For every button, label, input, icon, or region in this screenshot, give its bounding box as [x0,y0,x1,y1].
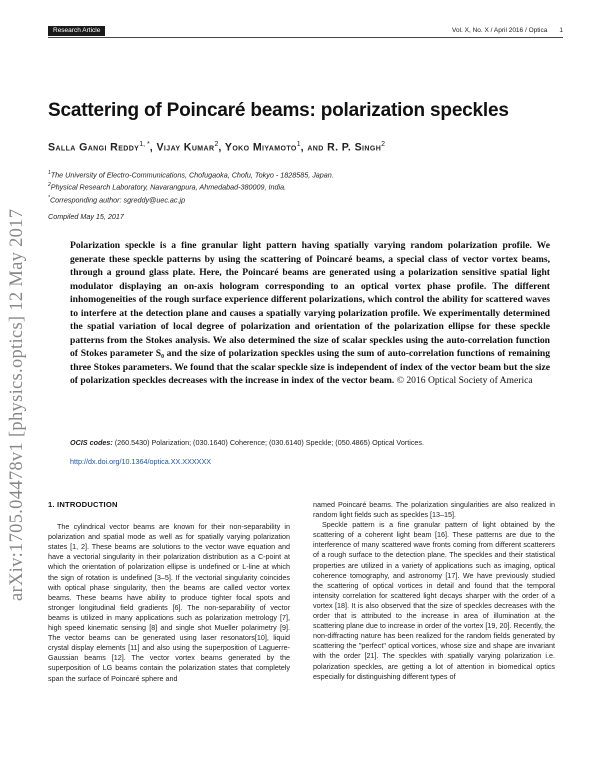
affiliation-line [48,180,563,192]
author-list [48,141,563,154]
author-affil-mark: 1, * [139,141,150,148]
affiliation-text: Corresponding author: sgreddy@uec.ac.jp [49,195,186,205]
affiliation-mark: * [48,194,50,201]
author-name: Vijay Kumar [156,141,215,154]
paragraph: The cylindrical vector beams are known for their non-separability in polarization and spatial mode as well as for spatially varying polarization states [1, 2]. These beams are solutions to the vector wave equation and have a vectorial singularity in their polarization distribution as a C-point at which the orientation of polarization ellipse is undefined or L-line at which the sign of rotation is undefined [3–5]. If the vectorial singularity coincides with optical phase singularity, then the beams are called vector vortex beams. These beams have ability to produce tighter focal spots and stronger longitudinal field gradients [6]. The non-separability of vector beams is utilized in many applications such as polarization metrology [7], high speed kinematic sensing [8] and single shot Mueller polarimetry [9]. The vector beams can be generated using laser resonators[10], liquid crystal display elements [11] and also using the superposition of Laguerre-Gaussian beams [12]. The vector vortex beams generated by the superposition of LG beams contain the polarization states that completely span the surface of Poincaré sphere and [48,522,290,683]
copyright-notice: © 2016 Optical Society of America [396,375,533,386]
affiliation-text: The University of Electro-Communications, Chofugaoka, Chofu, Tokyo - 1828585, Japan. [50,170,334,180]
author-separator: , and [300,141,328,154]
ocis-label: OCIS codes: [70,438,113,447]
author-affil-mark: 2 [381,141,386,148]
abstract-text: Polarization speckle is a fine granular light pattern having spatially varying random polarization profile. We generate these speckle patterns by using the scattering of Poincaré beams, a special class of vector vortex beams, through a ground glass plate. Here, the Poincaré beams are generated using a polarization sensitive spatial light modulator displaying an on-axis hologram corresponding to an optical vortex phase profile. The different inhomogeneities of the rough surface experience different polarizations, which control the ability for scattered waves to interfere at the detection plane and causes a spatially varying polarization profile. We experimentally determined the spatial variation of local degree of polarization and orientation of the polarization ellipse for these speckle patterns from the Stokes analysis. We also determined the size of scalar speckles using the auto-correlation function of Stokes parameter S₀ and the size of polarization speckles using the sum of auto-correlation functions of remaining three Stokes parameters. We found that the scalar speckle size is independent of index of the vector beam but the size of polarization speckles decreases with the increase in index of the vector beam. [70,240,550,386]
paper-title: Scattering of Poincaré beams: polarization speckles [48,100,509,121]
affiliation-mark: 1 [48,170,51,176]
affiliation-text: Physical Research Laboratory, Navarangpura, Ahmedabad-380009, India. [50,182,287,192]
column-left [48,500,290,684]
author-affil-mark: 1 [296,141,301,148]
page-number: 1 [559,27,563,34]
affiliations [48,168,563,205]
doi-link[interactable]: http://dx.doi.org/10.1364/optica.XX.XXXXXX [70,457,212,466]
journal-info [452,26,563,36]
arxiv-stamp: arXiv:1705.04478v1 [physics.optics] 12 May 2017 [7,208,27,602]
author-affil-mark: 2 [214,141,219,148]
article-type-badge: Research Article [48,26,105,36]
author-separator: , [218,141,225,154]
ocis-text: (260.5430) Polarization; (030.1640) Coherence; (030.6140) Speckle; (050.4865) Optical Vortices. [114,438,424,447]
author-name: Yoko Miyamoto [224,141,297,154]
column-right [313,500,555,682]
journal-volume: Vol. X, No. X / April 2016 / Optica [451,27,548,34]
author-name: R. P. Singh [327,141,382,154]
section-heading: 1. INTRODUCTION [48,500,118,509]
corresponding-author [48,193,563,205]
affiliation-line [48,168,563,180]
affiliation-mark: 2 [48,182,51,189]
abstract [70,239,550,388]
running-header [48,26,563,38]
author-separator: , [149,141,157,154]
ocis-codes [70,438,550,447]
paragraph: named Poincaré beams. The polarization singularities are also realized in random light fields such as speckles [13–15]. [313,500,555,520]
paragraph: Speckle pattern is a fine granular pattern of light obtained by the scattering of a coherent light beam [16]. These patterns are due to the interference of many scattered wave fronts coming from different scatterers of a rough surface to the detection plane. The speckles and their statistical properties are utilized in a variety of applications such as imaging, optical coherence tomography, and astronomy [17]. We have previously studied the scattering of optical vortices in detail and found that the temporal intensity correlation for scattered light decays sharper with the order of a vortex [18]. It is also observed that the size of speckles decreases with the order that is attributed to the increase in area of illumination at the scattering plane due to increase in order of the vortex [19, 20]. Recently, the non-diffracting nature has been realized for the random fields generated by scattering the "perfect" optical vortices, whose size and shape are invariant with the order [21]. The speckles with spatially varying polarization i.e. polarization speckles, are getting a lot of attention in biomedical optics especially for distinguishing different types of [313,520,555,681]
compiled-date: Compiled May 15, 2017 [48,212,124,221]
author-name: Salla Gangi Reddy [48,141,140,154]
